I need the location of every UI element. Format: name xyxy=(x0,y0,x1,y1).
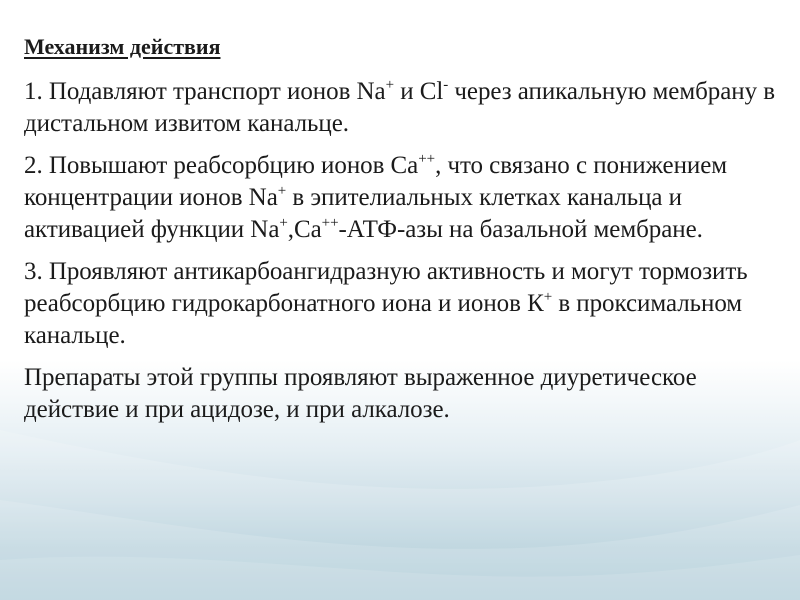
superscript-na-charge: + xyxy=(385,77,394,93)
paragraph-1-number: 1. xyxy=(24,78,49,105)
paragraph-3-text-a: 3. Проявляют антикарбоангидразную активность и могут тормозить реабсорбцию гидрокарбонатного иона и ионов К xyxy=(24,258,748,317)
paragraph-1-text-a: Подавляют транспорт ионов Na xyxy=(48,78,386,105)
paragraph-2 xyxy=(24,150,776,246)
paragraph-2-text-a: 2. Повышают реабсорбцию ионов Ca xyxy=(24,152,419,179)
paragraph-3-text-b: в проксимальном канальце. xyxy=(24,290,743,349)
slide-content xyxy=(24,30,776,436)
superscript-ca-charge: ++ xyxy=(321,215,339,231)
paragraph-2-text-e: -АТФ-азы на базальной мембране. xyxy=(338,216,703,243)
slide-heading: Механизм действия xyxy=(24,34,221,59)
paragraph-2-text-d: ,Ca xyxy=(287,216,322,243)
paragraph-3 xyxy=(24,256,776,352)
superscript-k-charge: + xyxy=(543,289,553,305)
superscript-cl-charge: - xyxy=(443,77,449,93)
paragraph-1-text-b: и Cl xyxy=(394,78,444,105)
paragraph-1 xyxy=(24,76,776,140)
superscript-na-charge: + xyxy=(277,183,287,199)
paragraph-4: Препараты этой группы проявляют выраженное диуретическое действие и при ацидозе, и при алкалозе. xyxy=(24,364,697,423)
paragraph-2-text-b: , что связано с понижением концентрации ионов Na xyxy=(24,152,728,211)
paragraph-2-text-c: в эпителиальных клетках канальца и активацией функции Na xyxy=(24,184,683,243)
paragraph-1-text-c: через апикальную мембрану в дистальном извитом канальце. xyxy=(24,78,776,137)
superscript-na-charge: + xyxy=(279,215,288,231)
superscript-ca-charge: ++ xyxy=(418,151,436,167)
